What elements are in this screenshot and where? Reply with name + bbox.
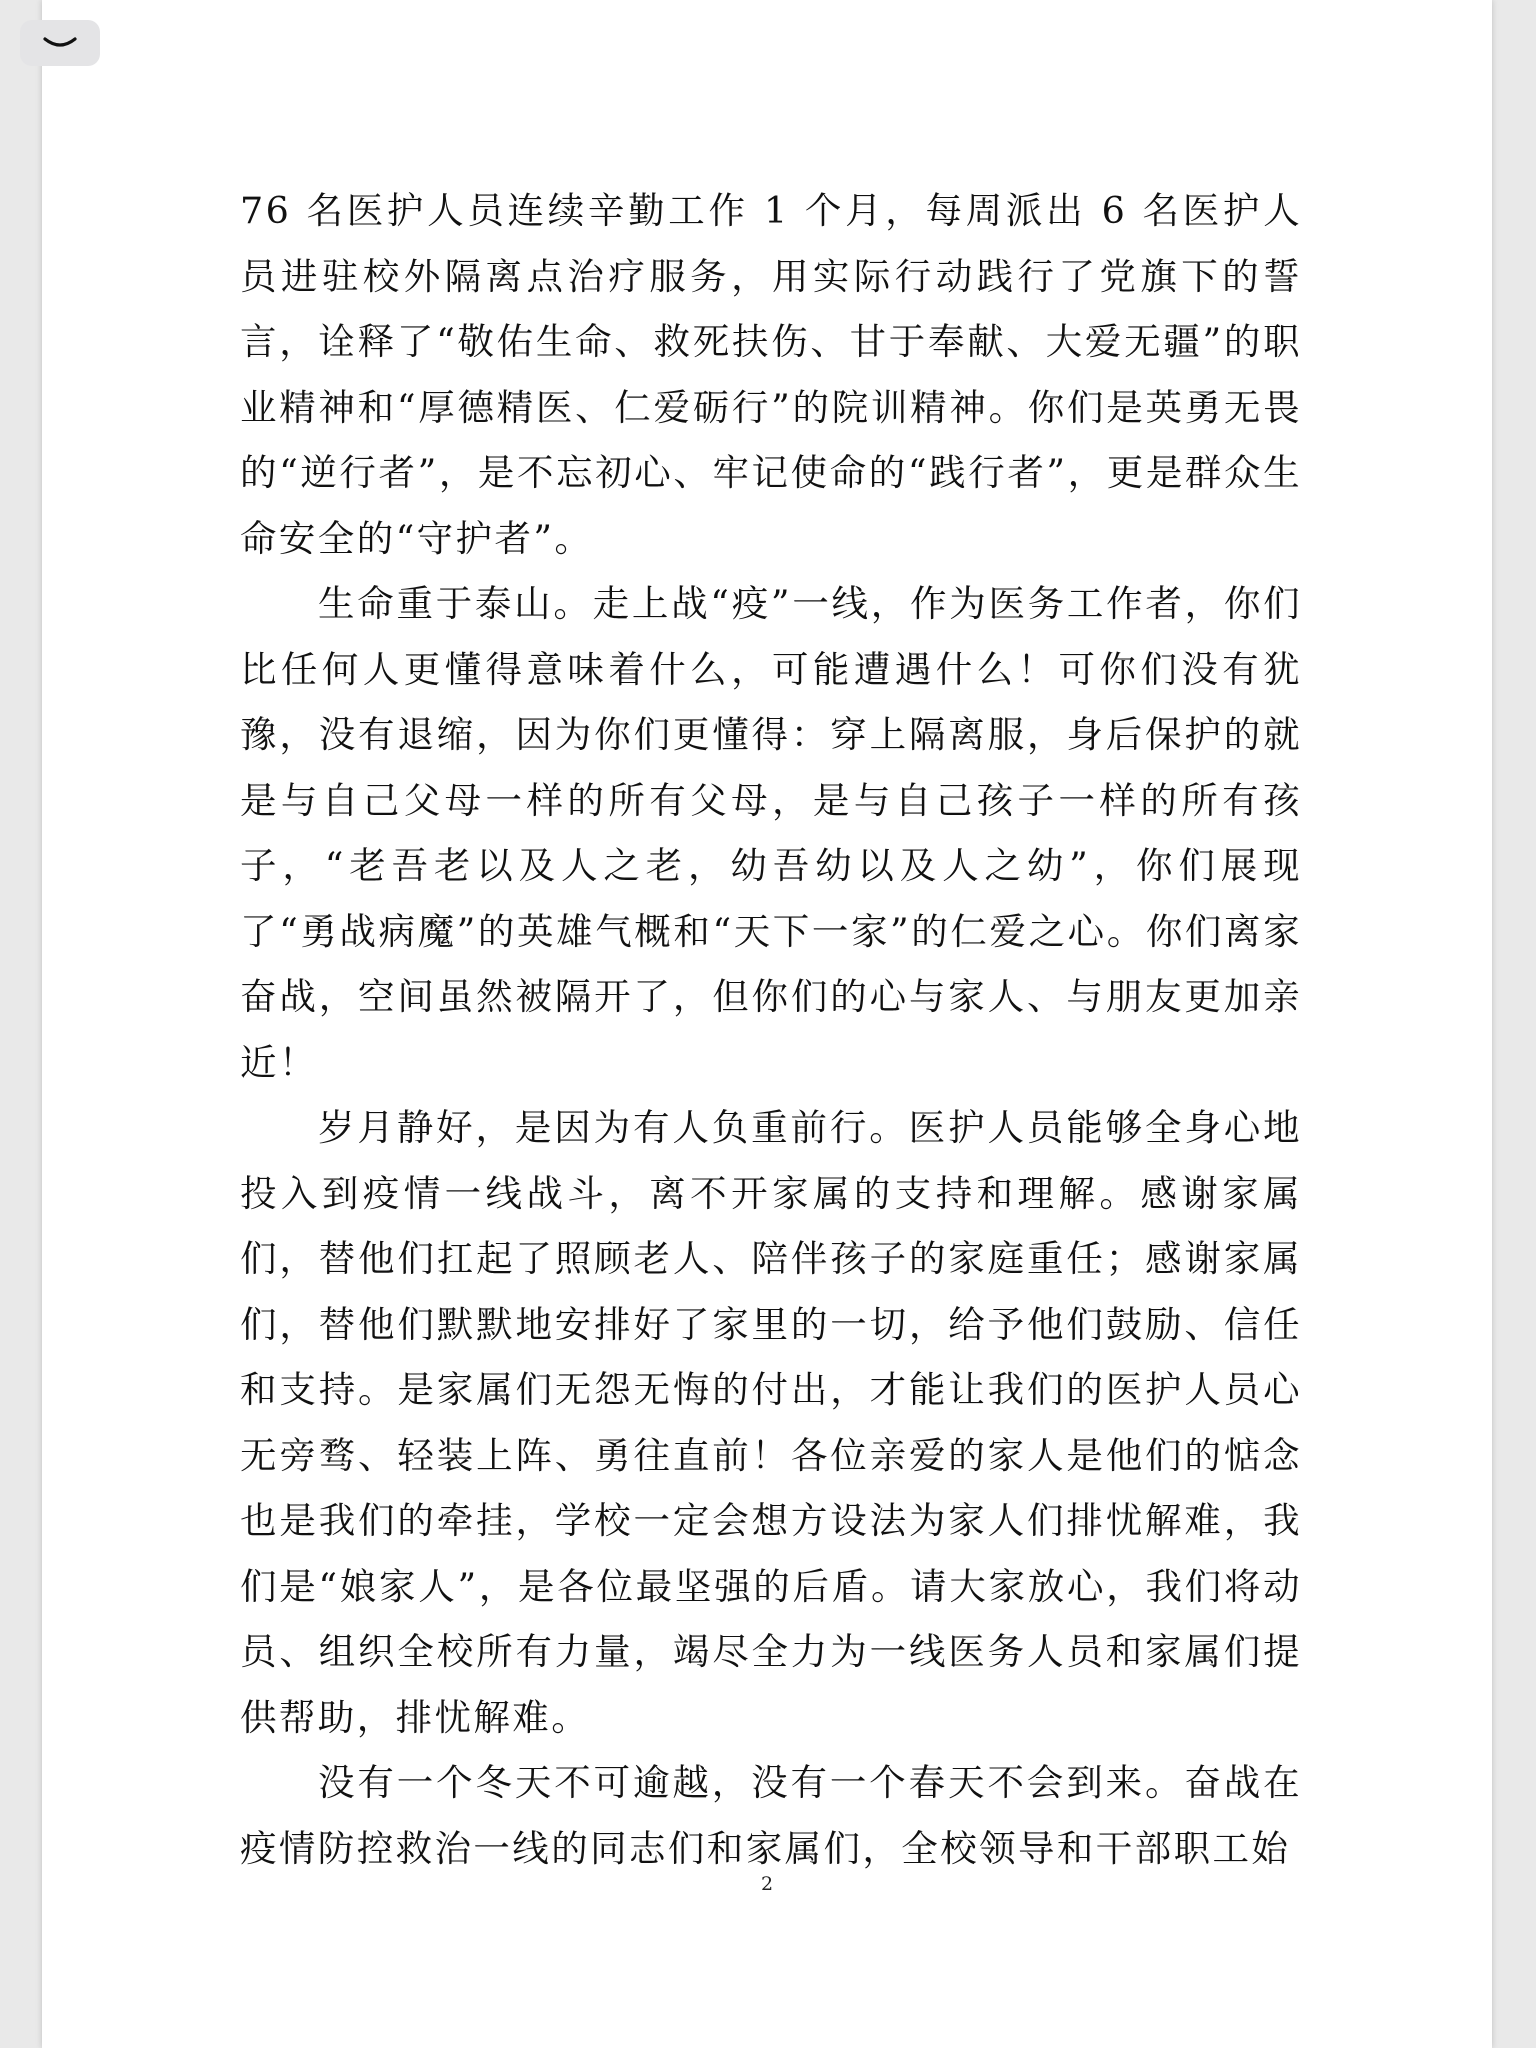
- chevron-down-icon: [42, 35, 78, 51]
- paragraph: 76 名医护人员连续辛勤工作 1 个月，每周派出 6 名医护人员进驻校外隔离点治疗服务，用实际行动践行了党旗下的誓言，诠释了“敬佑生命、救死扶伤、甘于奉献、大爱无疆”的职业精神和“厚德精医、仁爱砺行”的院训精神。你们是英勇无畏的“逆行者”，是不忘初心、牢记使命的“践行者”，更是群众生命安全的“守护者”。: [240, 189, 1302, 560]
- page-body: [240, 178, 1302, 1881]
- paragraph: 岁月静好，是因为有人负重前行。医护人员能够全身心地投入到疫情一线战斗，离不开家属的支持和理解。感谢家属们，替他们扛起了照顾老人、陪伴孩子的家庭重任；感谢家属们，替他们默默地安排好了家里的一切，给予他们鼓励、信任和支持。是家属们无怨无悔的付出，才能让我们的医护人员心无旁骛、轻装上阵、勇往直前！各位亲爱的家人是他们的惦念也是我们的牵挂，学校一定会想方设法为家人们排忧解难，我们是“娘家人”，是各位最坚强的后盾。请大家放心，我们将动员、组织全校所有力量，竭尽全力为一线医务人员和家属们提供帮助，排忧解难。: [240, 1106, 1302, 1739]
- page-number: 2: [760, 1873, 774, 1895]
- paragraph: 没有一个冬天不可逾越，没有一个春天不会到来。奋战在疫情防控救治一线的同志们和家属们，全校领导和干部职工始: [240, 1761, 1302, 1870]
- paragraph: 生命重于泰山。走上战“疫”一线，作为医务工作者，你们比任何人更懂得意味着什么，可能遭遇什么！可你们没有犹豫，没有退缩，因为你们更懂得：穿上隔离服，身后保护的就是与自己父母一样的所有父母，是与自己孩子一样的所有孩子，“老吾老以及人之老，幼吾幼以及人之幼”，你们展现了“勇战病魔”的英雄气概和“天下一家”的仁爱之心。你们离家奋战，空间虽然被隔开了，但你们的心与家人、与朋友更加亲近！: [240, 582, 1302, 1084]
- collapse-button[interactable]: [20, 20, 100, 66]
- document-page: [42, 0, 1492, 2048]
